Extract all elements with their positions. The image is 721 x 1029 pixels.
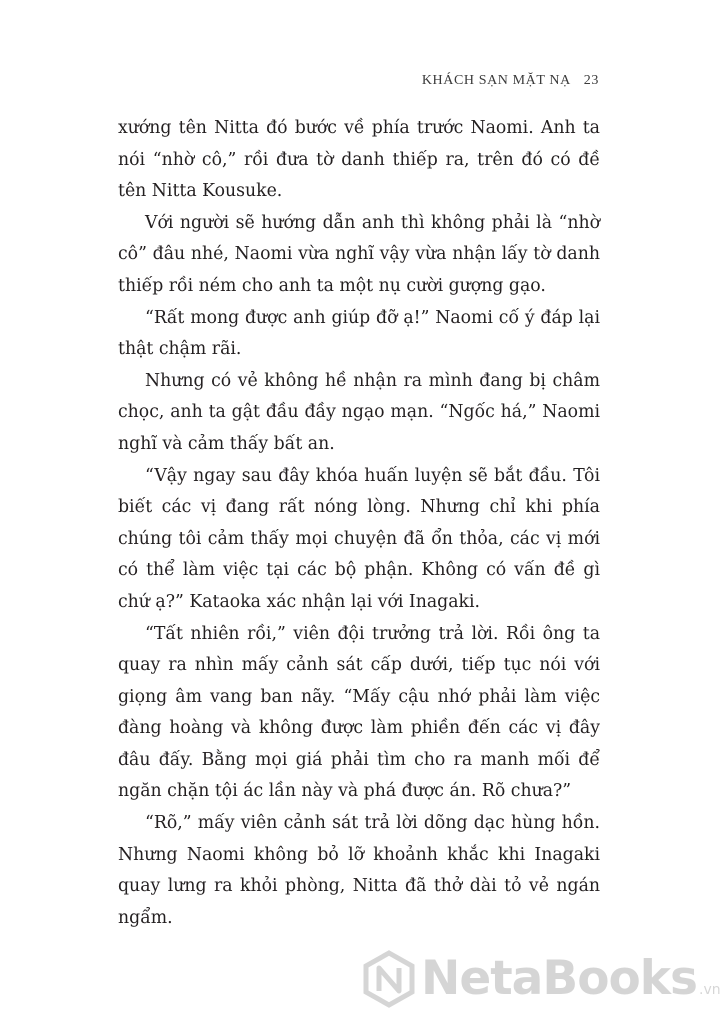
netabooks-logo-icon bbox=[363, 951, 415, 1007]
paragraph: “Vậy ngay sau đây khóa huấn luyện sẽ bắt đầu. Tôi biết các vị đang rất nóng lòng. Nhưng chỉ khi phía chúng tôi cảm thấy mọi chuyện đã ổn thỏa, các vị mới có thể làm việc tại các bộ phận. Không có vấn đề gì chứ ạ?” Kataoka xác nhận lại với Inagaki. bbox=[118, 465, 600, 612]
running-header bbox=[422, 73, 599, 89]
paragraph: “Rất mong được anh giúp đỡ ạ!” Naomi cố ý đáp lại thật chậm rãi. bbox=[118, 307, 600, 360]
paragraph: “Rõ,” mấy viên cảnh sát trả lời dõng dạc hùng hồn. Nhưng Naomi không bỏ lỡ khoảnh khắc khi Inagaki quay lưng ra khỏi phòng, Nitta đã thở dài tỏ vẻ ngán ngẩm. bbox=[118, 813, 600, 928]
body-text bbox=[118, 113, 600, 934]
watermark-brand: NetaBooks bbox=[421, 951, 698, 1006]
watermark-suffix: .vn bbox=[699, 982, 721, 998]
paragraph: xướng tên Nitta đó bước về phía trước Naomi. Anh ta nói “nhờ cô,” rồi đưa tờ danh thiếp ra, trên đó có đề tên Nitta Kousuke. bbox=[118, 118, 600, 202]
book-title: KHÁCH SẠN MẶT NẠ bbox=[421, 73, 571, 88]
paragraph: “Tất nhiên rồi,” viên đội trưởng trả lời. Rồi ông ta quay ra nhìn mấy cảnh sát cấp dưới, tiếp tục nói với giọng âm vang ban nãy. “Mấy cậu nhớ phải làm việc đàng hoàng và không được làm phiền đến các vị đây đâu đấy. Bằng mọi giá phải tìm cho ra manh mối để ngăn chặn tội ác lần này và phá được án. Rõ chưa?” bbox=[118, 623, 600, 802]
paragraph: Nhưng có vẻ không hề nhận ra mình đang bị châm chọc, anh ta gật đầu đầy ngạo mạn. “Ngốc há,” Naomi nghĩ và cảm thấy bất an. bbox=[118, 370, 600, 454]
paragraph: Với người sẽ hướng dẫn anh thì không phải là “nhờ cô” đâu nhé, Naomi vừa nghĩ vậy vừa nhận lấy tờ danh thiếp rồi ném cho anh ta một nụ cười gượng gạo. bbox=[118, 212, 600, 296]
watermark-text bbox=[421, 947, 721, 1022]
netabooks-watermark bbox=[363, 947, 721, 1011]
page-number: 23 bbox=[583, 73, 599, 88]
